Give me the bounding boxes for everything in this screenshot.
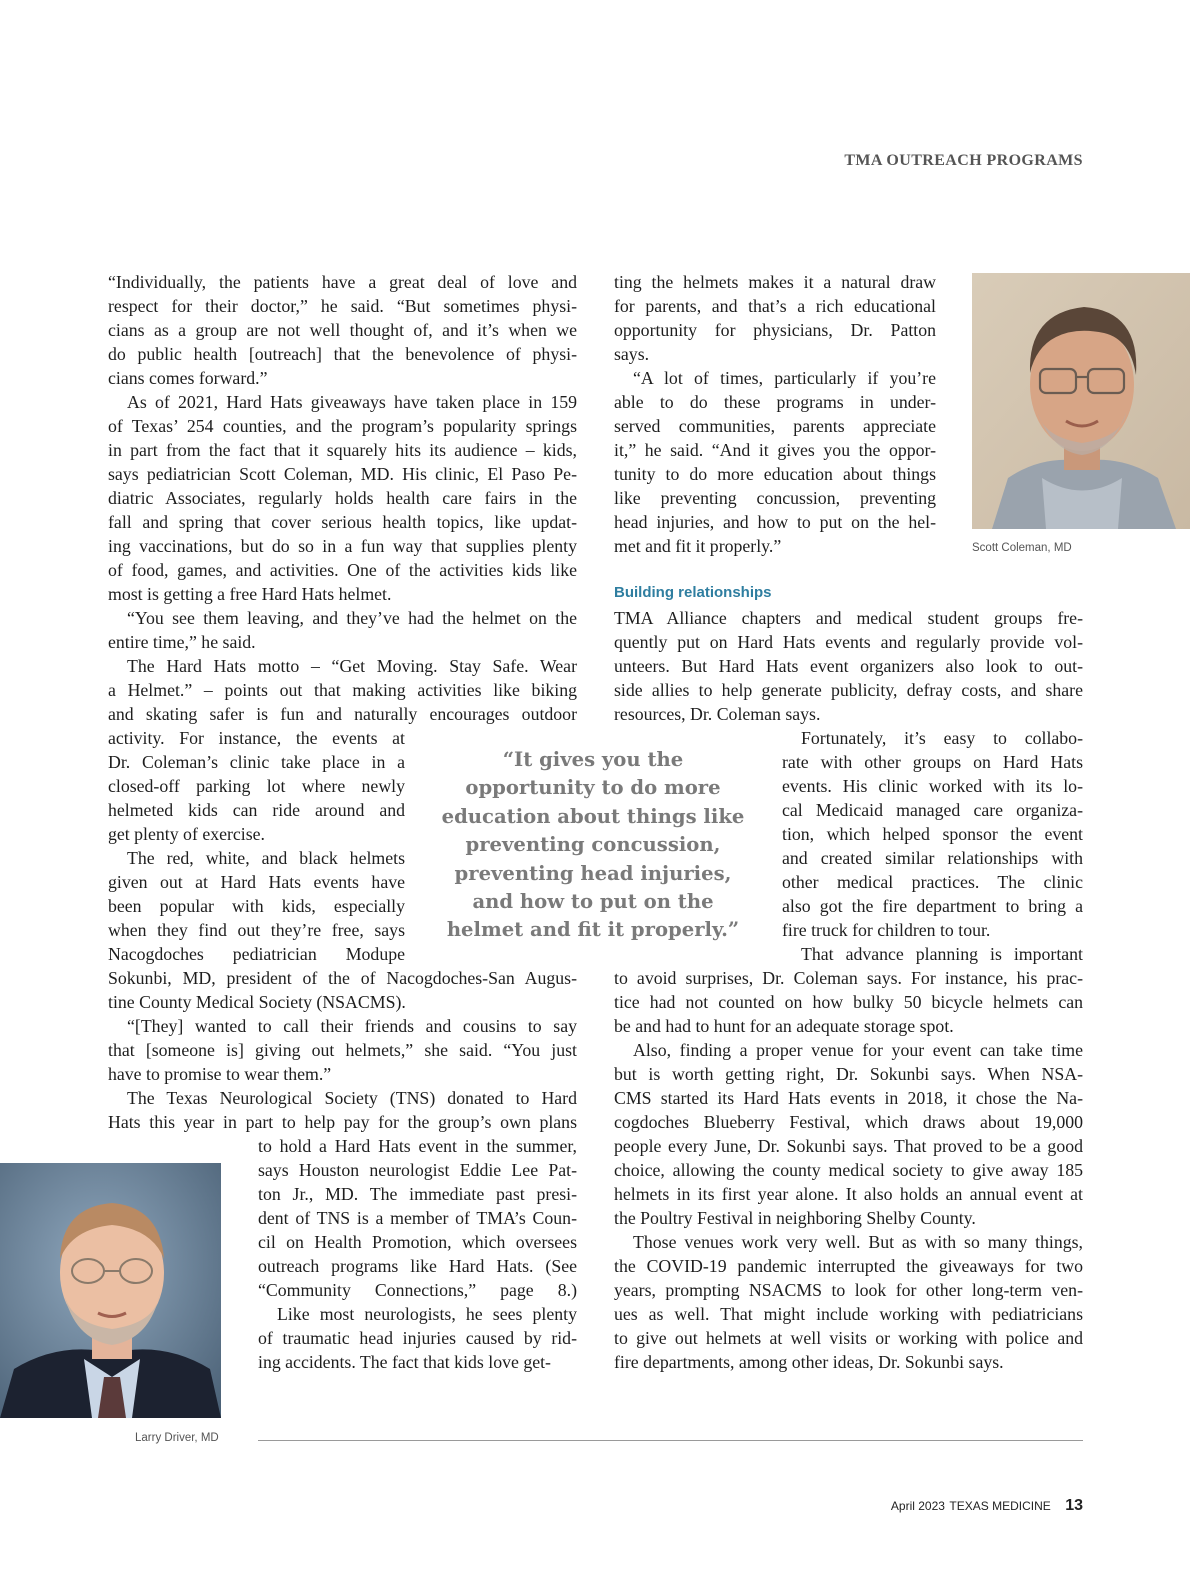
article-text-line: when they find out they’re free, says <box>108 920 405 940</box>
article-text-line: Those venues work very well. But as with so many things, <box>633 1232 1083 1252</box>
subhead-building-relationships: Building relationships <box>614 584 772 601</box>
article-text-line: tunity to do more education about things <box>614 464 936 484</box>
pull-quote <box>440 746 746 945</box>
photo-larry-driver <box>0 1163 221 1418</box>
article-text-line: Dr. Coleman’s clinic take place in a <box>108 752 405 772</box>
article-text-line: cogdoches Blueberry Festival, which draws about 19,000 <box>614 1112 1083 1132</box>
article-text-line: of food, games, and activities. One of the activities kids like <box>108 560 577 580</box>
article-text-line: The Texas Neurological Society (TNS) donated to Hard <box>127 1088 577 1108</box>
article-text-line: respect for their doctor,” he said. “But sometimes physi- <box>108 296 577 316</box>
article-text-line: events. His clinic worked with its lo- <box>782 776 1083 796</box>
article-text-line: opportunity for physicians, Dr. Patton <box>614 320 936 340</box>
article-text-line: in part from the fact that it squarely hits its audience – kids, <box>108 440 577 460</box>
article-text-line: unteers. But Hard Hats event organizers also look to out- <box>614 656 1083 676</box>
article-text-line: cians comes forward.” <box>108 368 268 388</box>
article-text-line: As of 2021, Hard Hats giveaways have taken place in 159 <box>127 392 577 412</box>
pull-quote-line: preventing concussion, <box>465 833 721 857</box>
article-text-line: side allies to help generate publicity, defray costs, and share <box>614 680 1083 700</box>
article-text-line: other medical practices. The clinic <box>782 872 1083 892</box>
article-text-line: Sokunbi, MD, president of the of Nacogdoches-San Augus- <box>108 968 577 988</box>
article-text-line: The Hard Hats motto – “Get Moving. Stay Safe. Wear <box>127 656 577 676</box>
article-text-line: fire truck for children to tour. <box>782 920 991 940</box>
article-text-line: Also, finding a proper venue for your event can take time <box>633 1040 1083 1060</box>
article-text-line: Hats this year in part to help pay for the group’s own plans <box>108 1112 577 1132</box>
article-text-line: also got the fire department to bring a <box>782 896 1083 916</box>
article-text-line: get plenty of exercise. <box>108 824 266 844</box>
footer-issue-date: April 2023 <box>890 1499 945 1513</box>
article-text-line: been popular with kids, especially <box>108 896 405 916</box>
article-text-line: the Poultry Festival in neighboring Shelby County. <box>614 1208 976 1228</box>
article-text-line: “Community Connections,” page 8.) <box>258 1280 577 1300</box>
article-text-line: says Houston neurologist Eddie Lee Pat- <box>258 1160 577 1180</box>
article-text-line: of traumatic head injuries caused by rid- <box>258 1328 577 1348</box>
article-text-line: The red, white, and black helmets <box>127 848 405 868</box>
pull-quote-line: and how to put on the <box>472 890 714 914</box>
article-text-line: but is worth getting right, Dr. Sokunbi says. When NSA- <box>614 1064 1083 1084</box>
page-number: 13 <box>1065 1497 1083 1514</box>
section-label: TMA OUTREACH PROGRAMS <box>844 152 1083 169</box>
article-text-line: “A lot of times, particularly if you’re <box>633 368 936 388</box>
article-text-line: cil on Health Promotion, which oversees <box>258 1232 577 1252</box>
pull-quote-line: helmet and fit it properly.” <box>446 918 740 942</box>
article-text-line: says. <box>614 344 650 364</box>
pull-quote-line: preventing head injuries, <box>454 861 732 885</box>
article-text-line: a Helmet.” – points out that making activities like biking <box>108 680 577 700</box>
article-text-line: That advance planning is important <box>801 944 1083 964</box>
article-text-line: be and had to hunt for an adequate storage spot. <box>614 1016 954 1036</box>
article-text-line: quently put on Hard Hats events and regularly provide vol- <box>614 632 1083 652</box>
pull-quote-line: “It gives you the <box>502 748 684 771</box>
article-text-line: activity. For instance, the events at <box>108 728 405 748</box>
article-text-line: and skating safer is fun and naturally encourages outdoor <box>108 704 577 724</box>
article-text-line: able to do these programs in under- <box>614 392 936 412</box>
article-text-line: of Texas’ 254 counties, and the program’s popularity springs <box>108 416 577 436</box>
article-text-line: fall and spring that cover serious health topics, like updat- <box>108 512 577 532</box>
footer-magazine-name: TEXAS MEDICINE <box>949 1499 1051 1513</box>
article-text-line: entire time,” he said. <box>108 632 256 652</box>
article-text-line: people every June, Dr. Sokunbi says. That proved to be a good <box>614 1136 1083 1156</box>
article-text-line: most is getting a free Hard Hats helmet. <box>108 584 392 604</box>
article-text-line: ton Jr., MD. The immediate past presi- <box>258 1184 577 1204</box>
article-text-line: given out at Hard Hats events have <box>108 872 405 892</box>
article-text-line: closed-off parking lot where newly <box>108 776 405 796</box>
page-footer <box>891 1497 1083 1515</box>
article-text-line: Fortunately, it’s easy to collabo- <box>801 728 1083 748</box>
article-text-line: the COVID-19 pandemic interrupted the giveaways for two <box>614 1256 1083 1276</box>
article-text-line: do public health [outreach] that the benevolence of physi- <box>108 344 577 364</box>
article-text-line: “You see them leaving, and they’ve had the helmet on the <box>127 608 577 628</box>
article-text-line: have to promise to wear them.” <box>108 1064 332 1084</box>
article-text-line: cal Medicaid managed care organiza- <box>782 800 1083 820</box>
article-text-line: years, prompting NSACMS to look for other long-term ven- <box>614 1280 1083 1300</box>
article-text-line: to avoid surprises, Dr. Coleman says. For instance, his prac- <box>614 968 1083 988</box>
article-text-line: met and fit it properly.” <box>614 536 782 556</box>
article-text-line: rate with other groups on Hard Hats <box>782 752 1083 772</box>
article-text-line: served communities, parents appreciate <box>614 416 936 436</box>
article-text-line: TMA Alliance chapters and medical student groups fre- <box>614 608 1083 628</box>
pull-quote-line: education about things like <box>441 804 745 828</box>
article-text-line: helmets in its first year alone. It also holds an annual event at <box>614 1184 1083 1204</box>
portrait-scott-coleman <box>972 273 1190 529</box>
article-text-line: ing accidents. The fact that kids love get- <box>258 1352 551 1372</box>
photo-caption-larry-driver: Larry Driver, MD <box>135 1432 219 1444</box>
photo-caption-scott-coleman: Scott Coleman, MD <box>972 542 1072 554</box>
article-text-line: to give out helmets at well visits or working with police and <box>614 1328 1083 1348</box>
article-text-line: ting the helmets makes it a natural draw <box>614 272 936 292</box>
article-text-line: resources, Dr. Coleman says. <box>614 704 821 724</box>
article-text-line: “Individually, the patients have a great deal of love and <box>108 272 577 292</box>
article-text-line: Like most neurologists, he sees plenty <box>277 1304 577 1324</box>
article-text-line: ues as well. That might include working with pediatricians <box>614 1304 1083 1324</box>
article-text-line: head injuries, and how to put on the hel- <box>614 512 936 532</box>
photo-scott-coleman <box>972 273 1190 529</box>
article-text-line: outreach programs like Hard Hats. (See <box>258 1256 577 1276</box>
footer-divider <box>258 1440 1083 1441</box>
pull-quote-line: opportunity to do more <box>465 776 721 800</box>
article-text-line: and created similar relationships with <box>782 848 1083 868</box>
article-text-line: it,” he said. “And it gives you the oppor- <box>614 440 936 460</box>
article-text-line: helmeted kids can ride around and <box>108 800 405 820</box>
article-text-line: diatric Associates, regularly holds health care fairs in the <box>108 488 577 508</box>
article-text-line: tine County Medical Society (NSACMS). <box>108 992 406 1012</box>
article-text-line: for parents, and that’s a rich educational <box>614 296 936 316</box>
article-text-line: tice had not counted on how bulky 50 bicycle helmets can <box>614 992 1083 1012</box>
article-text-line: Nacogdoches pediatrician Modupe <box>108 944 405 964</box>
article-text-line: tion, which helped sponsor the event <box>782 824 1083 844</box>
article-text-line: that [someone is] giving out helmets,” she said. “You just <box>108 1040 577 1060</box>
article-text-line: like preventing concussion, preventing <box>614 488 936 508</box>
article-text-line: to hold a Hard Hats event in the summer, <box>258 1136 577 1156</box>
article-text-line: fire departments, among other ideas, Dr. Sokunbi says. <box>614 1352 1004 1372</box>
portrait-larry-driver <box>0 1163 221 1418</box>
article-text-line: says pediatrician Scott Coleman, MD. His clinic, El Paso Pe- <box>108 464 577 484</box>
article-text-line: choice, allowing the county medical society to give away 185 <box>614 1160 1083 1180</box>
article-text-line: CMS started its Hard Hats events in 2018, it chose the Na- <box>614 1088 1083 1108</box>
article-text-line: dent of TNS is a member of TMA’s Coun- <box>258 1208 577 1228</box>
article-text-line: cians as a group are not well thought of, and it’s when we <box>108 320 577 340</box>
article-text-line: “[They] wanted to call their friends and cousins to say <box>127 1016 577 1036</box>
article-text-line: ing vaccinations, but do so in a fun way that supplies plenty <box>108 536 577 556</box>
